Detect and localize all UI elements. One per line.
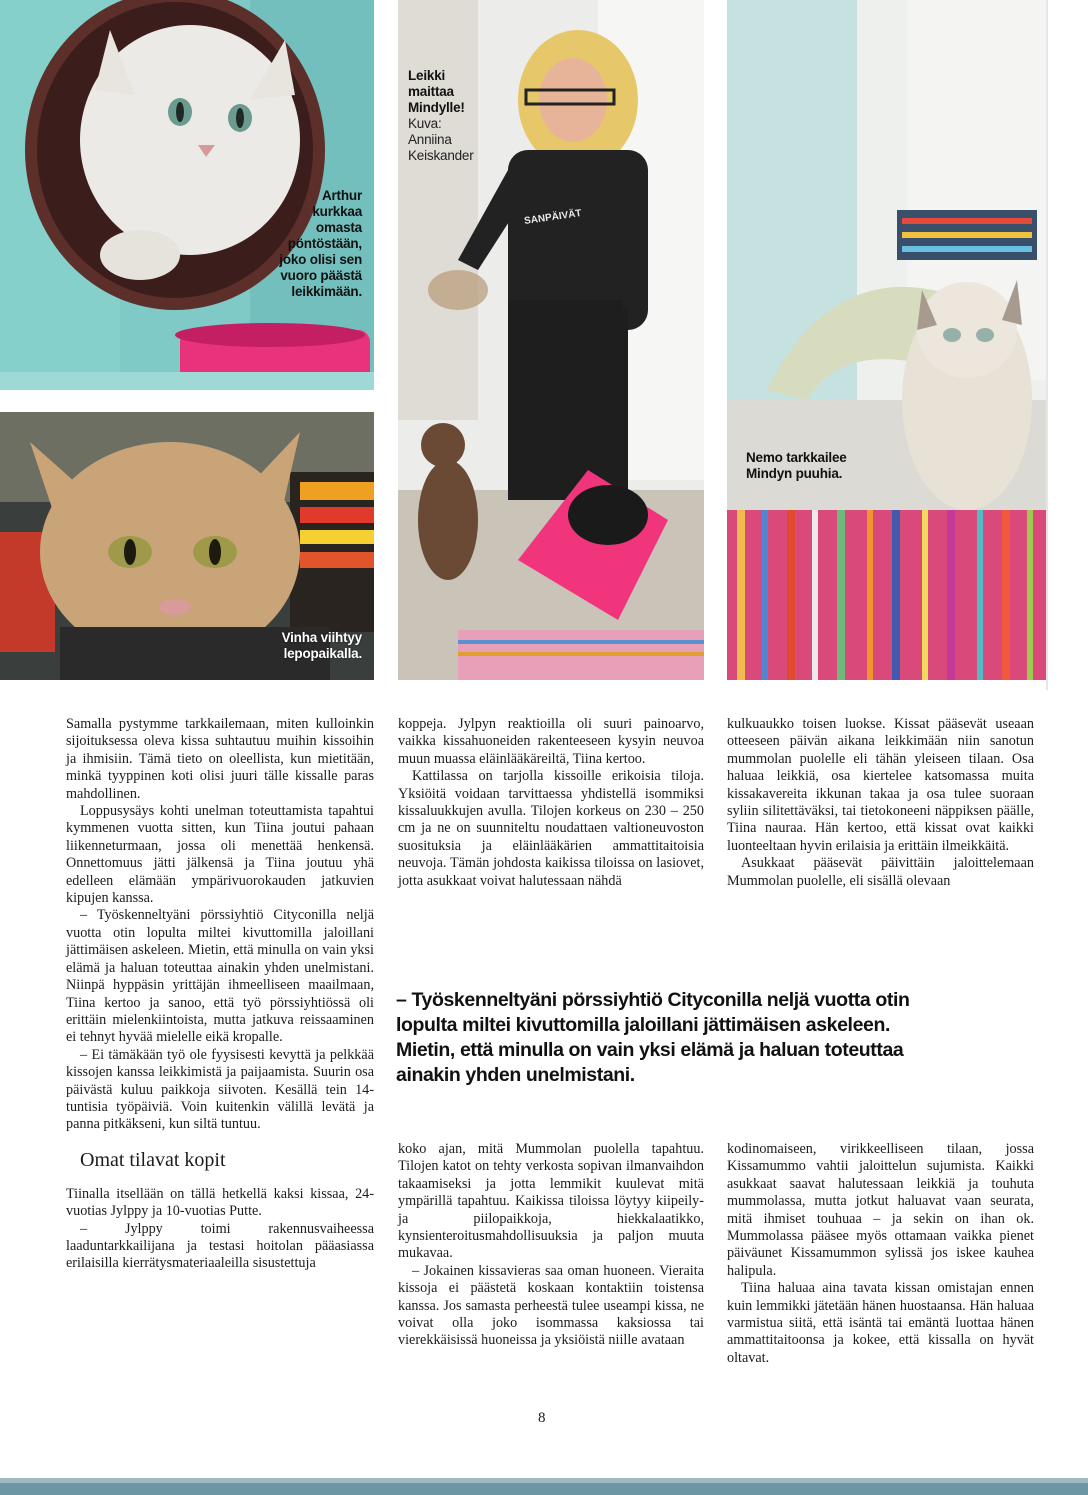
page-edge-shadow [1046, 0, 1048, 690]
caption-line: Leikki [408, 68, 446, 83]
section-heading: Omat tilavat kopit [80, 1148, 226, 1171]
caption-line: maittaa [408, 84, 454, 99]
caption-vinha [230, 630, 362, 662]
caption-line: Mindyn puuhia. [746, 466, 843, 481]
text-column-2-top [398, 716, 704, 890]
photo-nemo [727, 0, 1046, 680]
caption-line: omasta [315, 220, 362, 235]
paragraph: kulkuaukko toisen luokse. Kissat pääsevät useaan otteeseen päivän aikana leikkimään niin sanotun mummolan puolelle eli tähän yleiseen tilaan. Osa haluaa leikkiä, osa kiertelee katsomassa muita kissakavereita ikkunan takaa ja osa tulee suoraan syliin silitettäväksi, tai tietokoneeni näppiksen päälle, Tiina nauraa. Hän kertoo, että kissat ovat kaikki luonteeltaan hyvin erilaisia ja erittäin ilmeikkäitä. [727, 716, 1034, 854]
caption-credit-line: Anniina [408, 132, 452, 147]
paragraph: – Ei tämäkään työ ole fyysisesti kevyttä ja pelkkää kissojen kanssa leikkimistä ja paijaamista. Suurin osa päivästä kuluu paikkoja siivoten. Kesällä tein 14-tuntisia työpäiviä. Voin kuitenkin välillä levätä ja panna pitkäkseni, kun siltä tuntuu. [66, 1046, 374, 1133]
caption-line: Vinha viihtyy [281, 630, 362, 645]
text-column-1 [66, 716, 374, 1273]
caption-line: joko olisi sen [279, 252, 362, 267]
page-number: 8 [538, 1410, 546, 1426]
caption-arthur [230, 188, 362, 300]
paragraph: koko ajan, mitä Mummolan puolella tapahtuu. Tilojen katot on tehty verkosta sopivan ilmanvaihdon takaamiseksi ja jotta lemmikit kuulevat mitä ympärillä tapahtuu. Kaikissa tiloissa löytyy kiipeily- ja piilopaikkoja, hiekkalaatikko, kynsienteroitusmahdollisuuksia ja paljon muuta mukavaa. [398, 1141, 704, 1262]
paragraph: Tiinalla itsellään on tällä hetkellä kaksi kissaa, 24-vuotias Jylppy ja 10-vuotias Putte. [66, 1185, 374, 1220]
caption-mindy [408, 68, 498, 164]
text-column-3-top [727, 716, 1034, 890]
paragraph: Tiina haluaa aina tavata kissan omistajan ennen kuin lemmikki jätetään hänen huostaansa. Hän haluaa varmistua siitä, että isäntä tai emäntä luottaa hänen ammattitaitoonsa ja kokee, että kissalla on hyvät oltavat. [727, 1280, 1034, 1366]
shirt-print: SANPÄIVÄT [523, 208, 583, 227]
caption-line: Nemo tarkkailee [746, 450, 847, 465]
paragraph: Samalla pystymme tarkkailemaan, miten kulloinkin sijoituksessa oleva kissa suhtautuu muihin kissoihin ja ihmisiin. Tämä tieto on oleellista, kun mietitään, minkä tyyppinen koti olisi juuri tälle kissalle paras mahdollinen. [66, 716, 374, 802]
caption-line: kurkkaa [312, 204, 362, 219]
caption-line: pöntöstään, [287, 236, 362, 251]
caption-credit-line: Keiskander [408, 148, 474, 163]
paragraph: – Jylppy toimi rakennusvaiheessa laaduntarkkailijana ja testasi hoitolan pääasiassa erilaisilla kierrätysmateriaaleilla sisustettuja [66, 1220, 374, 1272]
paragraph: – Jokainen kissavieras saa oman huoneen. Vieraita kissoja ei päästetä koskaan kontaktiin toistensa kanssa. Jos samasta perheestä tulee useampi kissa, ne voivat olla joko isommassa kaksiossa tai vierekkäisissä huoneissa ja yksiöistä niille avataan [398, 1262, 704, 1349]
text-column-2-bottom [398, 1141, 704, 1350]
caption-credit-line: Kuva: [408, 116, 442, 131]
paragraph: Kattilassa on tarjolla kissoille erikoisia tiloja. Yksiöitä voidaan tarvittaessa yhdistellä isommiksi kissaluukkujen avulla. Tilojen korkeus on 230 – 250 cm ja ne on suunniteltu noudattaen valtioneuvoston suosituksia ja eläinlääkärien ammattitaitoisia neuvoja. Tämän johdosta kaikissa tiloissa on lasiovet, jotta asukkaat voivat halutessaan nähdä [398, 768, 704, 889]
caption-line: Arthur [321, 188, 362, 203]
text-column-3-bottom [727, 1141, 1034, 1367]
caption-line: Mindylle! [408, 100, 465, 115]
bottom-border-band [0, 1478, 1088, 1495]
caption-line: vuoro päästä [280, 268, 362, 283]
paragraph: Asukkaat pääsevät päivittäin jaloittelemaan Mummolan puolelle, eli sisällä olevaan [727, 855, 1034, 889]
paragraph: koppeja. Jylpyn reaktioilla oli suuri painoarvo, vaikka kissahuoneiden rakenteeseen kysyin neuvoa muun muassa eläinlääkäreiltä, Tiina kertoo. [398, 716, 704, 767]
caption-line: lepopaikalla. [283, 646, 362, 661]
paragraph: – Työskenneltyäni pörssiyhtiö Cityconilla neljä vuotta otin lopulta miltei kivuttomilla jaloillani jättimäisen askeleen. Mietin, että minulla on vain yksi elämä ja haluan toteuttaa ainakin yhden unelmistani. Niinpä hyppäsin yrittäjän ihmeelliseen maailmaan, Tiina kertoo ja sanoo, että työ pörssiyhtiössä oli erittäin mielenkiintoista, mutta jatkuva reissaaminen ei tehnyt hyvää mielelle eikä kropalle. [66, 907, 374, 1046]
paragraph: kodinomaiseen, virikkeelliseen tilaan, jossa Kissamummo vahtii jaloittelun sujumista. Kaikki asukkaat saavat halutessaan leikkiä ja touhuta mummolassa, mutta jotkut haluavat vaan seurata, mitä ihmiset touhuaa – ja sekin on ihan ok. Mummolassa pääsee myös ottamaan vaikka pienet päiväunet Kissamummon sylissä jos iskee kauhea halipula. [727, 1141, 1034, 1279]
pull-quote: – Työskenneltyäni pörssiyhtiö Cityconilla neljä vuotta otin lopulta miltei kivuttomilla jaloillani jättimäisen askeleen. Mietin, että minulla on vain yksi elämä ja haluan toteuttaa ainakin yhden unelmistani. [396, 989, 910, 1086]
paragraph: Loppusysäys kohti unelman toteuttamista tapahtui kymmenen vuotta sitten, kun Tiina joutui pahaan liikenneturmaan, jossa oli menettää henkensä. Onnettomuus jätti jälkensä ja Tiina joutuu yhä edelleen elämään ympärivuorokauden jatkuvien kipujen kanssa. [66, 803, 374, 907]
caption-nemo [746, 450, 886, 482]
caption-line: leikkimään. [291, 284, 362, 299]
